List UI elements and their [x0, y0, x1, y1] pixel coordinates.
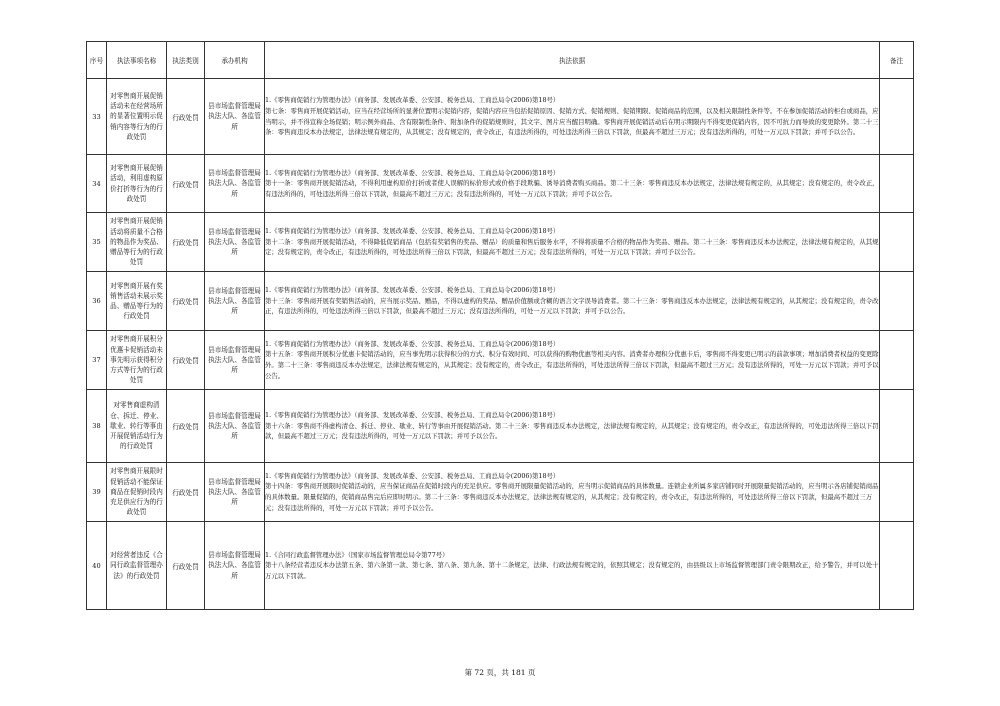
item-org: 县市场监督管理局执法大队、各监管所 [205, 331, 265, 390]
item-category: 行政处罚 [167, 79, 205, 155]
item-basis [265, 390, 880, 463]
basis-source: 1.《零售商促销行为管理办法》（商务部、发展改革委、公安部、税务总局、工商总局令(2006)第18号） [265, 411, 560, 420]
enforcement-table [86, 41, 914, 610]
item-name: 对经营者违反《合同行政监督管理办法》的行政处罚 [107, 522, 167, 610]
item-org: 县市场监督管理局执法大队、各监管所 [205, 213, 265, 272]
item-note [880, 272, 914, 331]
item-category: 行政处罚 [167, 155, 205, 213]
row-number: 38 [87, 390, 107, 463]
table-row [87, 522, 914, 610]
item-note [880, 213, 914, 272]
basis-source: 1.《零售商促销行为管理办法》（商务部、发展改革委、公安部、税务总局、工商总局令(2006)第18号） [265, 168, 560, 177]
item-category: 行政处罚 [167, 213, 205, 272]
item-note [880, 463, 914, 522]
item-name: 对零售商开展限时促销活动不能保证商品在促销时段内充足供应行为的行政处罚 [107, 463, 167, 522]
item-name: 对零售商开展促销活动，利用虚构原价打折等行为的行政处罚 [107, 155, 167, 213]
row-number: 39 [87, 463, 107, 522]
item-basis [265, 213, 880, 272]
basis-source: 1.《零售商促销行为管理办法》（商务部、发展改革委、公安部、税务总局、工商总局令(2006)第18号） [265, 339, 560, 348]
basis-source: 1.《零售商促销行为管理办法》（商务部、发展改革委、公安部、税务总局、工商总局令(2006)第18号） [265, 471, 560, 480]
item-org: 县市场监督管理局执法大队、各监管所 [205, 390, 265, 463]
table-row [87, 463, 914, 522]
basis-text: 第十四条：零售商开展限时促销活动的，应当保证商品在促销时段内的充足供应。零售商开展限量促销活动的，应当明示促销商品的具体数量。连锁企业所属多家店铺同时开展限量促销活动的，应当明示各店铺促销商品的具体数量。限量促销的，促销商品售完后应即时明示。第二十三条：零售商违反本办法规定，法律法规有规定的，从其规定；没有规定的，责令改正，有违法所得的，可处违法所得三倍以下罚款，但最高不超过三万元；没有违法所得的，可处一万元以下罚款；并可予以公告。 [265, 482, 879, 512]
item-name: 对零售商开展促销活动未在经营场所的显著位置明示促销内容等行为的行政处罚 [107, 79, 167, 155]
table-row [87, 272, 914, 331]
item-note [880, 522, 914, 610]
item-note [880, 155, 914, 213]
item-org: 县市场监督管理局执法大队、各监管所 [205, 522, 265, 610]
item-note [880, 79, 914, 155]
item-org: 县市场监督管理局执法大队、各监管所 [205, 79, 265, 155]
header-org: 承办机构 [205, 42, 265, 79]
item-category: 行政处罚 [167, 272, 205, 331]
item-org: 县市场监督管理局执法大队、各监管所 [205, 155, 265, 213]
basis-source: 1.《零售商促销行为管理办法》（商务部、发展改革委、公安部、税务总局、工商总局令(2006)第18号） [265, 227, 560, 236]
row-number: 40 [87, 522, 107, 610]
table-row [87, 390, 914, 463]
item-category: 行政处罚 [167, 390, 205, 463]
item-basis [265, 272, 880, 331]
basis-text: 第十五条：零售商开展积分优惠卡促销活动的，应当事先明示获得积分的方式、积分有效时间、可以获得的购物优惠等相关内容。消费者办理积分优惠卡后，零售商不得变更已明示的前款事项；增加消费者权益的变更除外。第二十三条：零售商违反本办法规定，法律法规有规定的，从其规定；没有规定的，责令改正，有违法所得的，可处违法所得三倍以下罚款，但最高不超过三万元；没有违法所得的，可处一万元以下罚款；并可予以公告。 [265, 350, 879, 380]
item-name: 对零售商开展促销活动将质量不合格的物品作为奖品、赠品等行为的行政处罚 [107, 213, 167, 272]
page-number: 第 72 页，共 181 页 [464, 668, 536, 677]
row-number: 35 [87, 213, 107, 272]
basis-text: 第十一条：零售商开展促销活动，不得利用虚构原价打折或者使人误解的标价形式或价格手段欺骗、诱导消费者购买商品。第二十三条：零售商违反本办法规定，法律法规有规定的，从其规定；没有规定的，责令改正，有违法所得的，可处违法所得三倍以下罚款，但最高不超过三万元；没有违法所得的，可处一万元以下罚款；并可予以公告。 [265, 179, 879, 198]
item-basis [265, 331, 880, 390]
header-basis: 执法依据 [265, 42, 880, 79]
row-number: 34 [87, 155, 107, 213]
table-row [87, 79, 914, 155]
header-no: 序号 [87, 42, 107, 79]
row-number: 37 [87, 331, 107, 390]
basis-text: 第十八条经营者违反本办法第五条、第六条第一款、第七条、第八条、第九条、第十二条规定，法律、行政法规有规定的，依照其规定；没有规定的，由县级以上市场监督管理部门责令限期改正，给予警告，并可以处十万元以下罚款。 [265, 561, 879, 580]
item-org: 县市场监督管理局执法大队、各监管所 [205, 463, 265, 522]
basis-source: 1.《零售商促销行为管理办法》（商务部、发展改革委、公安部、税务总局、工商总局令(2006)第18号） [265, 96, 560, 105]
basis-text: 第十三条：零售商开展有奖销售活动的，应当展示奖品、赠品，不得以虚构的奖品、赠品价值额或含糊的语言文字误导消费者。第二十三条：零售商违反本办法规定，法律法规有规定的，从其规定；没有规定的，责令改正，有违法所得的，可处违法所得三倍以下罚款，但最高不超过三万元；没有违法所得的，可处一万元以下罚款；并可予以公告。 [265, 296, 879, 316]
item-category: 行政处罚 [167, 331, 205, 390]
table-row [87, 155, 914, 213]
table-header-row [87, 42, 914, 79]
item-note [880, 331, 914, 390]
basis-source: 1.《合同行政监督管理办法》（国家市场监督管理总局令第77号） [265, 550, 449, 559]
basis-text: 第十六条：零售商不得虚构清仓、拆迁、停业、歇业、转行等事由开展促销活动。第二十三条：零售商违反本办法规定，法律法规有规定的，从其规定；没有规定的，责令改正，有违法所得的，可处违法所得三倍以下罚款，但最高不超过三万元；没有违法所得的，可处一万元以下罚款；并可予以公告。 [265, 421, 879, 441]
item-name: 对零售商开展有奖销售活动未展示奖品、赠品等行为的行政处罚 [107, 272, 167, 331]
table-row [87, 331, 914, 390]
row-number: 33 [87, 79, 107, 155]
item-name: 对零售商开展积分优惠卡促销活动未事先明示获得积分方式等行为的行政处罚 [107, 331, 167, 390]
item-basis [265, 463, 880, 522]
row-number: 36 [87, 272, 107, 331]
item-basis [265, 522, 880, 610]
basis-text: 第十二条：零售商开展促销活动，不得降低促销商品（包括有奖销售的奖品、赠品）的质量和售后服务水平，不得将质量不合格的物品作为奖品、赠品。第二十三条：零售商违反本办法规定，法律法规有规定的，从其规定；没有规定的，责令改正，有违法所得的，可处违法所得三倍以下罚款，但最高不超过三万元；没有违法所得的，可处一万元以下罚款；并可予以公告。 [265, 237, 879, 257]
item-org: 县市场监督管理局执法大队、各监管所 [205, 272, 265, 331]
header-category: 执法类别 [167, 42, 205, 79]
item-category: 行政处罚 [167, 522, 205, 610]
item-basis [265, 155, 880, 213]
table-row [87, 213, 914, 272]
item-category: 行政处罚 [167, 463, 205, 522]
item-basis [265, 79, 880, 155]
basis-source: 1.《零售商促销行为管理办法》（商务部、发展改革委、公安部、税务总局、工商总局令(2006)第18号） [265, 286, 560, 295]
item-note [880, 390, 914, 463]
basis-text: 第七条：零售商开展促销活动，应当在经营场所的显著位置明示促销内容，促销内容应当包括促销原因、促销方式、促销规则、促销期限、促销商品的范围，以及相关限制性条件等。不在参加促销活动的柜台或商品，应当明示，并不得宣称全场促销；明示例外商品、含有限制性条件、附加条件的促销规则时，其文字、图片应当醒目明确。零售商开展促销活动后在明示期限内不得变更促销内容，因不可抗力而导致的变更除外。第二十三条：零售商违反本办法规定，法律法规有规定的，从其规定；没有规定的，责令改正，有违法所得的，可处违法所得三倍以下罚款，但最高不超过三万元；没有违法所得的，可处一万元以下罚款；并可予以公告。 [265, 106, 879, 137]
header-name: 执法事项名称 [107, 42, 167, 79]
header-note: 备注 [880, 42, 914, 79]
item-name: 对零售商虚构清仓、拆迁、停业、歇业、转行等事由开展促销活动行为的行政处罚 [107, 390, 167, 463]
